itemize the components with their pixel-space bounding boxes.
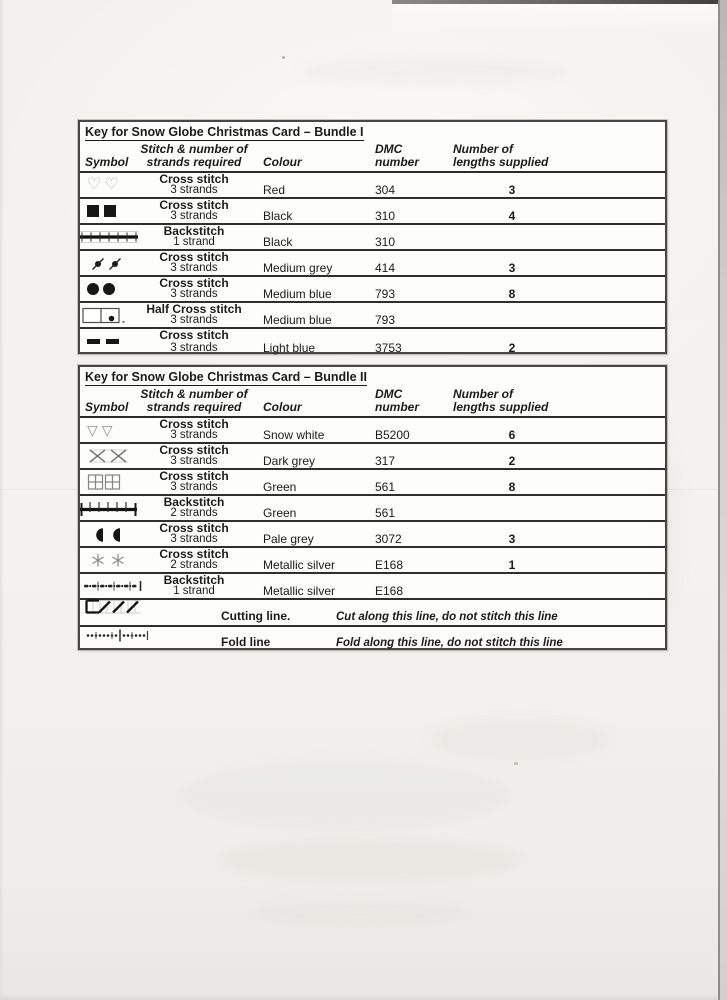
dmc-number: 793	[375, 313, 396, 327]
ink-bleed-ghost	[250, 900, 470, 926]
table-title: Key for Snow Globe Christmas Card – Bundle I	[85, 125, 364, 139]
fold-line-label: Fold line	[221, 635, 271, 649]
stitch-name: Cross stitch	[159, 276, 229, 290]
colour-value: Black	[263, 235, 293, 249]
fold-line-dotted-icon	[85, 628, 151, 643]
colour-value: Green	[263, 506, 297, 520]
two-squared-plus-icon	[87, 473, 127, 491]
stitch-name: Half Cross stitch	[146, 302, 242, 316]
strands-value: 3 strands	[170, 481, 218, 493]
cutting-line-hatched-icon	[85, 597, 147, 617]
symbol-cell	[85, 597, 147, 622]
strands-value: 3 strands	[170, 533, 218, 545]
scan-edge-left	[0, 0, 4, 1000]
dmc-number: E168	[375, 558, 404, 572]
colour-value: Green	[263, 480, 297, 494]
table-row	[80, 251, 665, 277]
table-row	[80, 329, 665, 355]
cutting-line-description: Cut along this line, do not stitch this line	[336, 611, 558, 623]
dmc-number: 317	[375, 454, 396, 468]
strands-value: 3 strands	[170, 262, 218, 274]
lengths-value: 8	[508, 480, 516, 494]
strands-value: 3 strands	[170, 288, 218, 300]
stitch-name: Cross stitch	[159, 417, 229, 431]
two-thick-dashes-icon	[87, 339, 100, 344]
cutting-line-label: Cutting line.	[221, 609, 291, 623]
symbol-cell	[85, 628, 151, 648]
strands-value: 3 strands	[170, 210, 218, 222]
strands-value: 1 strand	[173, 585, 215, 597]
cutting-line-row	[80, 600, 665, 627]
table-header-row	[80, 141, 665, 173]
table-row	[80, 277, 665, 303]
table-row	[80, 173, 665, 199]
strands-value: 3 strands	[170, 184, 218, 196]
header-symbol: Symbol	[85, 400, 129, 414]
stitch-name: Cross stitch	[159, 198, 229, 212]
table-row	[80, 470, 665, 496]
two-asterisks-icon	[87, 552, 129, 569]
strands-value: 3 strands	[170, 455, 218, 467]
strands-value: 3 strands	[170, 342, 218, 354]
two-outline-hearts-icon: ♡♡	[87, 176, 122, 193]
dmc-number: 414	[375, 261, 396, 275]
lengths-value: 3	[508, 532, 516, 546]
strands-value: 3 strands	[170, 314, 218, 326]
stitch-name: Cross stitch	[159, 250, 229, 264]
lengths-value: 4	[508, 209, 516, 223]
stitch-name: Backstitch	[163, 224, 225, 238]
lengths-value: 2	[508, 454, 516, 468]
two-filled-squares-icon	[87, 205, 99, 217]
dmc-number: 3072	[375, 532, 402, 546]
ink-bleed-ghost	[430, 720, 610, 760]
stitch-name: Cross stitch	[159, 443, 229, 457]
stitch-name: Cross stitch	[159, 328, 229, 342]
table-row	[80, 522, 665, 548]
header-symbol: Symbol	[85, 155, 129, 169]
colour-value: Dark grey	[263, 454, 316, 468]
stitch-name: Cross stitch	[159, 547, 229, 561]
lengths-value: 6	[508, 428, 516, 442]
two-x-marks-icon	[87, 448, 131, 464]
stitch-name: Cross stitch	[159, 521, 229, 535]
bundle-1-key-table	[78, 120, 667, 354]
paper-speck	[282, 56, 285, 59]
two-filled-circles-icon	[87, 283, 99, 295]
half-square-with-dot-icon	[82, 306, 128, 325]
colour-value: Metallic silver	[263, 584, 336, 598]
header-colour: Colour	[263, 400, 302, 414]
header-colour: Colour	[263, 155, 302, 169]
lengths-value: 3	[508, 183, 516, 197]
two-outline-triangles-icon: ▽▽	[87, 421, 117, 438]
strands-value: 2 strands	[170, 559, 218, 571]
dmc-number: 561	[375, 480, 396, 494]
table-title: Key for Snow Globe Christmas Card – Bundle II	[85, 370, 367, 384]
header-lengths: Number of lengths supplied	[453, 387, 549, 414]
two-slashed-dots-icon	[87, 255, 127, 272]
table-row	[80, 444, 665, 470]
dmc-number: 561	[375, 506, 396, 520]
stitch-name: Cross stitch	[159, 469, 229, 483]
fold-line-description: Fold along this line, do not stitch this line	[336, 637, 563, 649]
lengths-value: 2	[508, 341, 516, 355]
header-dmc: DMC number	[375, 387, 420, 414]
dmc-number: B5200	[375, 428, 410, 442]
strands-value: 2 strands	[170, 507, 218, 519]
dmc-number: 3753	[375, 341, 402, 355]
header-stitch: Stitch & number of strands required	[140, 387, 248, 414]
lengths-value: 8	[508, 287, 516, 301]
dmc-number: E168	[375, 584, 404, 598]
stitch-name: Cross stitch	[159, 172, 229, 186]
lengths-value: 1	[508, 558, 516, 572]
colour-value: Medium blue	[263, 313, 332, 327]
scan-edge-right-band	[720, 0, 727, 1000]
table-row	[80, 199, 665, 225]
colour-value: Snow white	[263, 428, 325, 442]
scan-edge-bottom	[0, 995, 727, 1000]
table-row	[80, 496, 665, 522]
table-row	[80, 548, 665, 574]
colour-value: Medium blue	[263, 287, 332, 301]
strands-value: 1 strand	[173, 236, 215, 248]
table-row	[80, 303, 665, 329]
dmc-number: 310	[375, 235, 396, 249]
lengths-value: 3	[508, 261, 516, 275]
colour-value: Medium grey	[263, 261, 333, 275]
scan-edge-top-glow	[392, 4, 727, 34]
paper-speck	[514, 762, 518, 765]
ink-bleed-ghost	[220, 840, 520, 880]
dmc-number: 793	[375, 287, 396, 301]
colour-value: Red	[263, 183, 286, 197]
header-stitch: Stitch & number of strands required	[140, 142, 248, 169]
colour-value: Metallic silver	[263, 558, 336, 572]
colour-value: Pale grey	[263, 532, 314, 546]
dmc-number: 304	[375, 183, 396, 197]
two-left-half-circles-icon	[90, 525, 130, 543]
colour-value: Light blue	[263, 341, 316, 355]
header-dmc: DMC number	[375, 142, 420, 169]
table-row	[80, 418, 665, 444]
colour-value: Black	[263, 209, 293, 223]
bundle-2-key-table	[78, 365, 667, 650]
stitch-name: Backstitch	[163, 495, 225, 509]
strands-value: 3 strands	[170, 429, 218, 441]
table-header-row	[80, 386, 665, 418]
dmc-number: 310	[375, 209, 396, 223]
fold-line-row	[80, 627, 665, 651]
ink-bleed-ghost	[300, 58, 570, 84]
stitch-name: Backstitch	[163, 573, 225, 587]
table-row	[80, 225, 665, 251]
header-lengths: Number of lengths supplied	[453, 142, 549, 169]
ink-bleed-ghost	[180, 760, 510, 830]
table-row	[80, 574, 665, 600]
